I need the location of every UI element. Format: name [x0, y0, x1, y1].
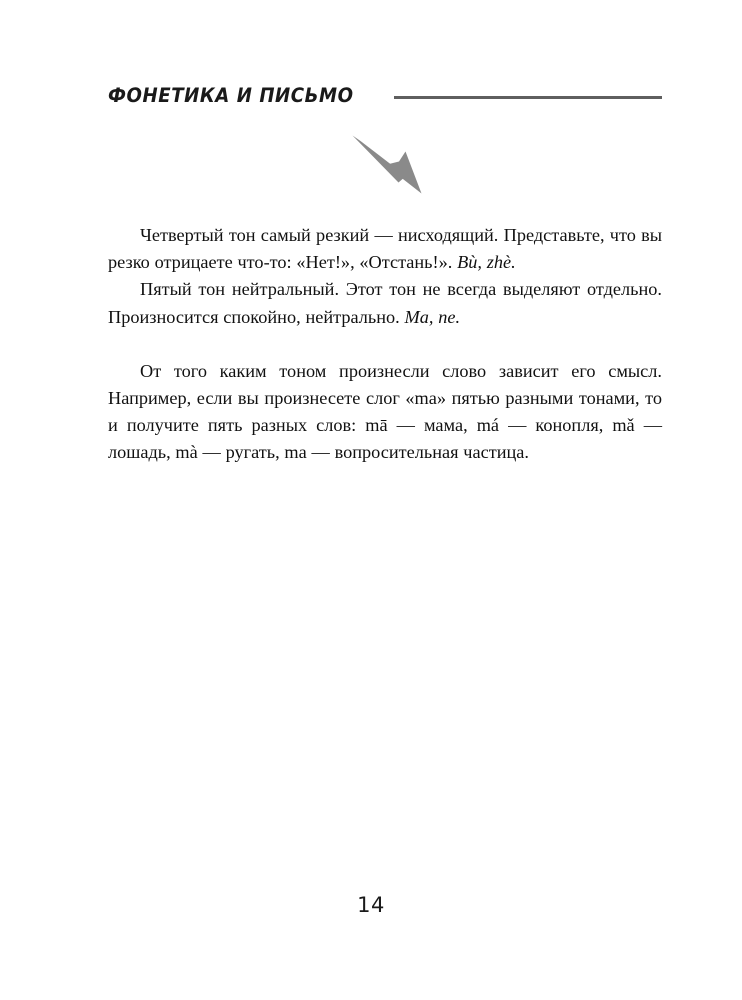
header-divider-rule [394, 96, 662, 99]
running-header [108, 82, 662, 110]
body-text [108, 222, 662, 467]
paragraph-text: Четвертый тон самый резкий — нисходящий. Представьте, что вы резко отрицаете что-то: «Нет!», «Отстань!». [108, 225, 662, 273]
pinyin-example-bu-zhe: Bù, zhè. [457, 252, 516, 273]
pinyin-example-ma-ne: Ma, ne. [404, 306, 461, 327]
paragraph-text: Пятый тон нейтральный. Этот тон не всегда выделяют отдельно. Произносится спокойно, нейтрально. [108, 279, 662, 327]
page-number: 14 [357, 893, 385, 917]
paragraph-text: От того каким тоном произнесли слово зависит его смысл. Например, если вы произнесете слог «ma» пятью разными тонами, то и получите пять разных слов: mā — мама, má — конопля, mǎ — лошадь, mà — ругать, ma — вопросительная частица. [108, 360, 662, 463]
paragraph-fifth-tone [108, 276, 662, 330]
paragraph-tone-meaning [108, 358, 662, 467]
arrow-figure [344, 132, 430, 196]
paragraph-fourth-tone [108, 222, 662, 276]
arrow-down-right-icon [344, 132, 430, 196]
page-title: ФОНЕТИКА И ПИСЬМО [108, 84, 354, 108]
